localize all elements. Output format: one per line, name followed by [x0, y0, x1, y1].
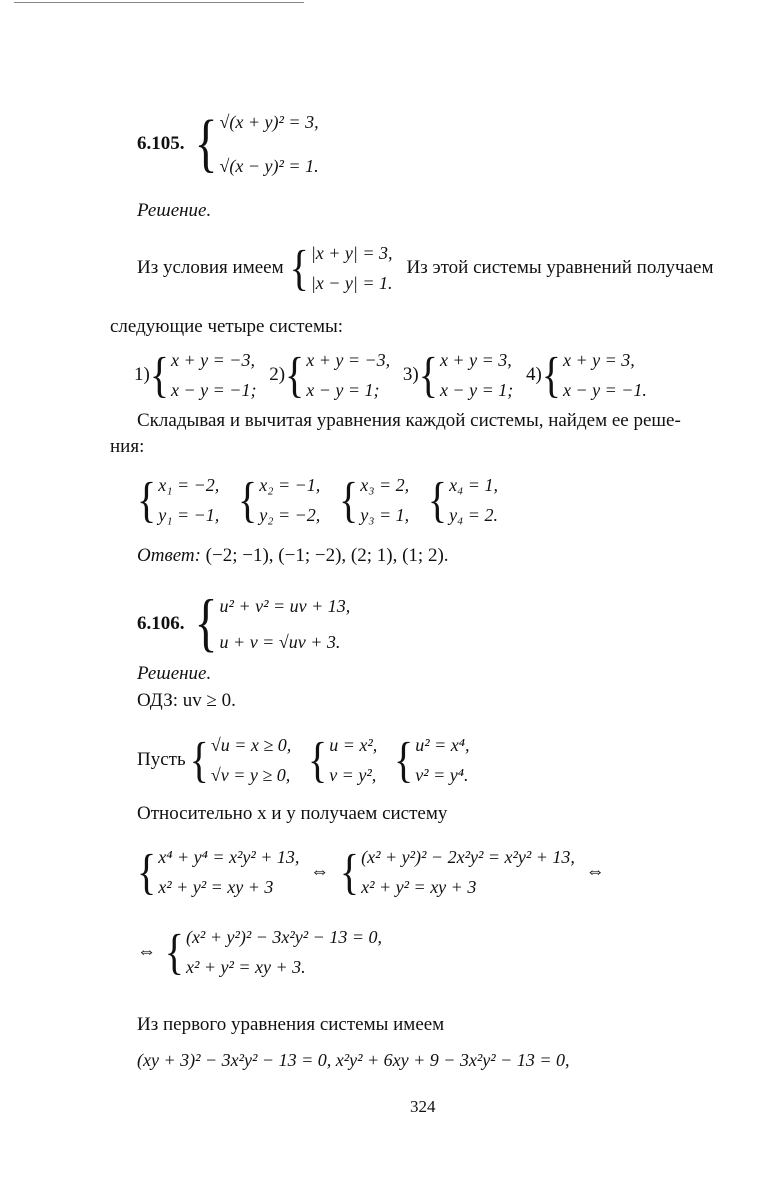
equation: x + y = −3,: [171, 350, 255, 370]
equation: |x − y| = 1.: [310, 273, 393, 293]
answer-line: [137, 545, 449, 567]
text: Из условия имеем: [137, 257, 284, 278]
equation: x − y = 1;: [306, 380, 380, 400]
text: Относительно x и y получаем систему: [137, 803, 448, 824]
text: следующие четыре системы:: [110, 316, 344, 337]
equation: x⁴ + y⁴ = x²y² + 13,: [158, 847, 300, 867]
equation: u = x²,: [329, 735, 378, 755]
system-brace: {: [137, 843, 157, 900]
page-number: 324: [410, 1097, 436, 1116]
system-brace: {: [339, 471, 359, 528]
system-brace: {: [427, 471, 448, 528]
equation: x₃ = 2,: [360, 475, 410, 495]
equation: x² + y² = xy + 3: [361, 877, 477, 897]
system-label: 1): [134, 364, 150, 385]
text: Складывая и вычитая уравнения каждой системы, найдем ее реше-: [137, 410, 681, 431]
four-systems-row: [134, 345, 647, 405]
equivalence-symbol: ⇔: [137, 941, 156, 962]
equation: y₂ = −2,: [259, 505, 321, 525]
system-label: 4): [525, 364, 542, 385]
equation: x₂ = −1,: [259, 475, 321, 495]
solution-label: Решение.: [137, 200, 212, 221]
equivalence-symbol: ⇔: [310, 861, 330, 882]
equation: x² + y² = xy + 3.: [185, 957, 306, 977]
system-brace: {: [238, 471, 258, 528]
system-brace: {: [149, 346, 170, 403]
equation: √v = y ≥ 0,: [210, 765, 291, 785]
equivalence-line-1: [137, 842, 605, 902]
equation: |x + y| = 3,: [310, 243, 393, 263]
top-rule: [14, 2, 304, 3]
system-brace: {: [393, 731, 414, 788]
system-label: 2): [269, 364, 286, 385]
problem-6-105: [137, 100, 319, 188]
equation: √(x + y)² = 3,: [219, 112, 319, 132]
equation: √u = x ≥ 0,: [210, 735, 292, 755]
system-brace: {: [137, 471, 157, 528]
equation: √(x − y)² = 1.: [219, 156, 319, 176]
equation: (xy + 3)² − 3x²y² − 13 = 0, x²y² + 6xy + 9 − 3x²y² − 13 = 0,: [137, 1050, 570, 1070]
equation: y₄ = 2.: [449, 505, 498, 525]
system-brace: {: [194, 587, 218, 660]
equation: x₁ = −2,: [158, 475, 220, 495]
solutions-row: [137, 470, 498, 530]
equation: x² + y² = xy + 3: [158, 877, 274, 897]
solution-label: Решение.: [137, 663, 212, 684]
equation: x − y = −1.: [562, 380, 647, 400]
text: ния:: [110, 436, 145, 457]
equation: u² = x⁴,: [415, 735, 470, 755]
text: Пусть: [137, 749, 186, 770]
equation: (x² + y²)² − 3x²y² − 13 = 0,: [185, 927, 382, 947]
problem-number: 6.106.: [137, 613, 185, 634]
equation: (x² + y²)² − 2x²y² = x²y² + 13,: [361, 847, 575, 867]
system-brace: {: [194, 107, 218, 180]
system-brace: {: [307, 731, 328, 788]
problem-6-106: [137, 588, 350, 660]
text: Из первого уравнения системы имеем: [137, 1014, 445, 1035]
equation: y₃ = 1,: [360, 505, 410, 525]
system-brace: {: [418, 346, 438, 403]
equation: x − y = −1;: [171, 380, 257, 400]
system-brace: {: [289, 239, 309, 296]
system-brace: {: [189, 731, 209, 788]
answer-label: Ответ:: [137, 545, 201, 566]
system-brace: {: [164, 923, 184, 980]
equation: u² + v² = uv + 13,: [219, 596, 351, 616]
equation: x + y = 3,: [439, 350, 512, 370]
answer: (−2; −1), (−1; −2), (2; 1), (1; 2).: [205, 545, 449, 566]
equation: x − y = 1;: [439, 380, 514, 400]
system-brace: {: [339, 843, 360, 900]
problem-number: 6.105.: [137, 133, 185, 154]
odz: ОДЗ: uv ≥ 0.: [137, 690, 236, 711]
equation: v² = y⁴.: [415, 765, 469, 785]
condition-line: [137, 238, 714, 298]
substitution-line: [137, 730, 469, 790]
equation: u + v = √uv + 3.: [219, 632, 341, 652]
text: Из этой системы уравнений получаем: [406, 257, 714, 278]
system-brace: {: [285, 346, 305, 403]
system-label: 3): [402, 364, 419, 385]
system-brace: {: [541, 346, 561, 403]
equivalence-symbol: ⇔: [585, 861, 605, 882]
equation: v = y²,: [329, 765, 377, 785]
equation: x + y = 3,: [562, 350, 635, 370]
equation: x₄ = 1,: [449, 475, 498, 495]
equation: x + y = −3,: [306, 350, 391, 370]
equivalence-line-2: [137, 922, 382, 982]
equation: y₁ = −1,: [158, 505, 220, 525]
